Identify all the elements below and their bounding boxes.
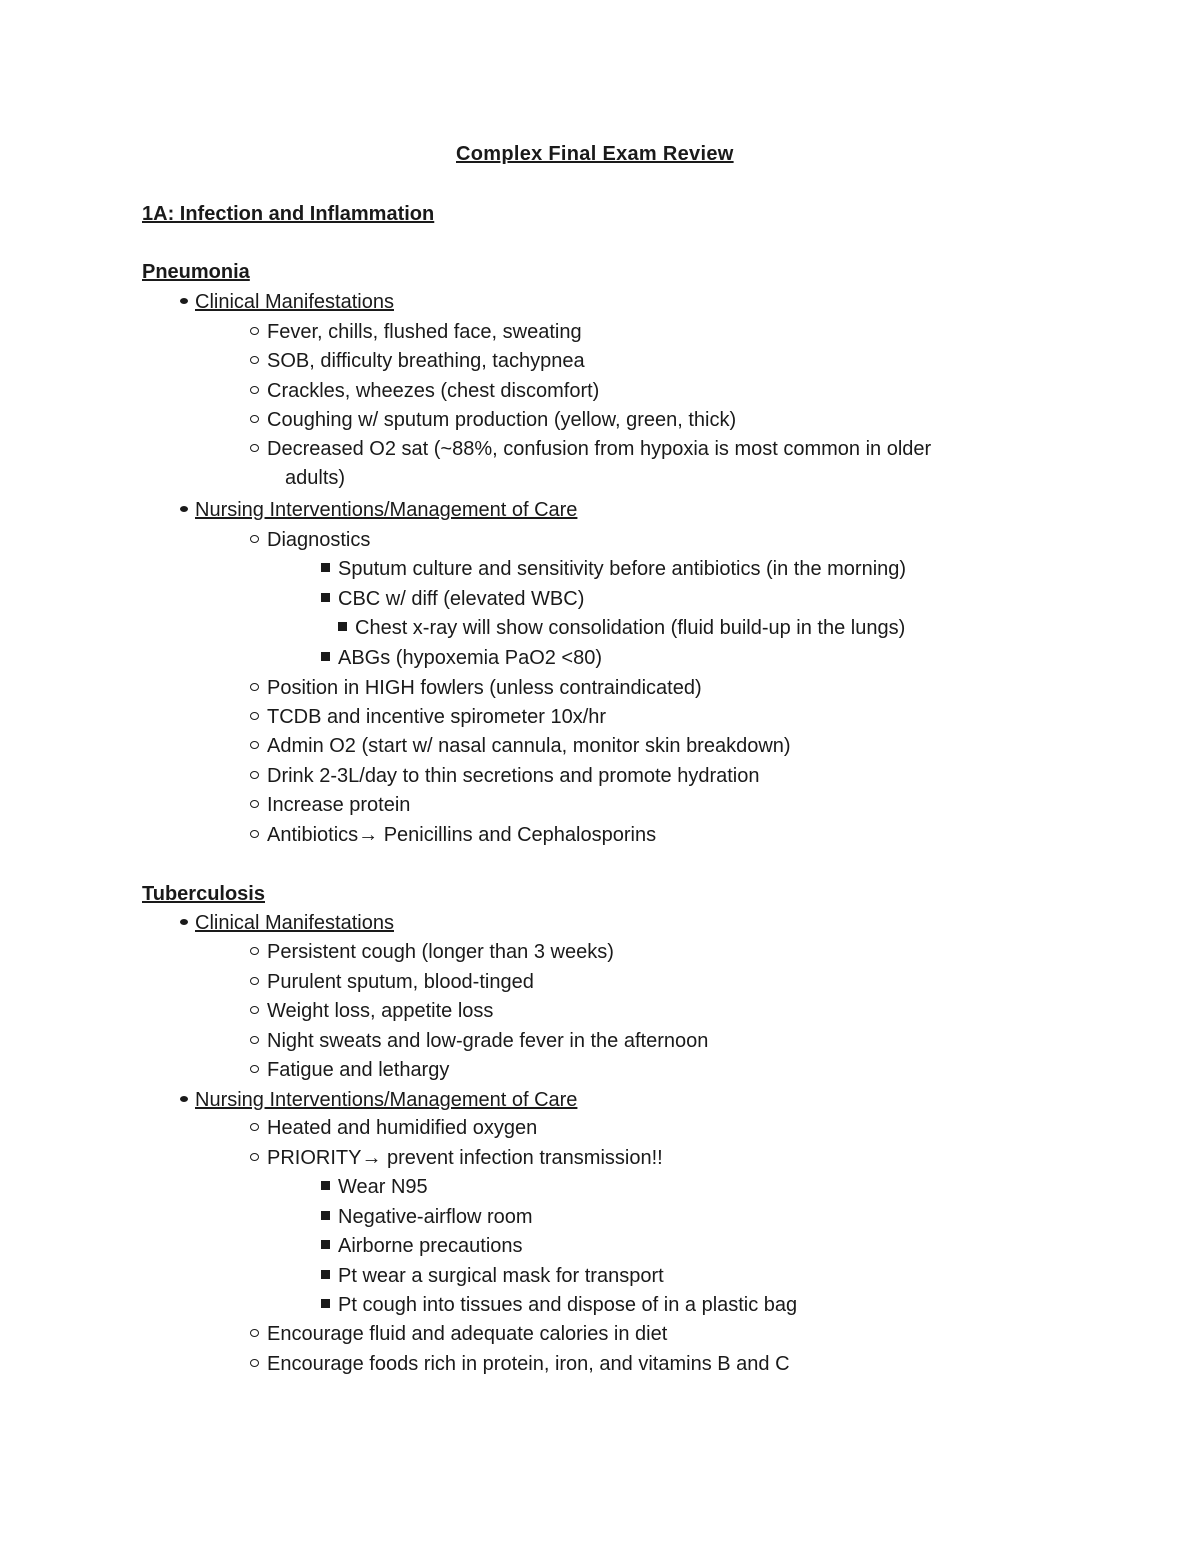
bullet-circle-icon — [250, 1359, 259, 1367]
bullet-circle-icon — [250, 977, 259, 985]
bullet-square-icon — [338, 622, 347, 631]
item-text: Admin O2 (start w/ nasal cannula, monitor skin breakdown) — [267, 735, 791, 757]
bullet-circle-icon — [250, 1036, 259, 1044]
bullet-circle-icon — [250, 947, 259, 955]
list-item-level2 — [250, 528, 370, 552]
list-item-level2 — [250, 1146, 663, 1170]
list-item-level3 — [321, 1175, 428, 1199]
bullet-square-icon — [321, 1270, 330, 1279]
list-item-level2 — [250, 1058, 449, 1082]
bullet-circle-icon — [250, 1329, 259, 1337]
list-item-level2 — [250, 1352, 790, 1376]
list-item-level1 — [180, 1088, 577, 1112]
bullet-disc-icon — [180, 506, 188, 512]
item-text: CBC w/ diff (elevated WBC) — [338, 588, 585, 610]
bullet-circle-icon — [250, 712, 259, 720]
bullet-circle-icon — [250, 800, 259, 808]
item-text: Encourage foods rich in protein, iron, and vitamins B and C — [267, 1353, 790, 1375]
bullet-circle-icon — [250, 830, 259, 838]
item-label: Clinical Manifestations — [195, 291, 394, 313]
list-item-level2 — [250, 349, 585, 373]
item-text: Fever, chills, flushed face, sweating — [267, 321, 582, 343]
bullet-circle-icon — [250, 771, 259, 779]
item-text: Chest x-ray will show consolidation (fluid build-up in the lungs) — [355, 617, 906, 639]
list-item-level2 — [250, 970, 534, 994]
bullet-square-icon — [321, 1181, 330, 1190]
bullet-circle-icon — [250, 327, 259, 335]
bullet-circle-icon — [250, 1006, 259, 1014]
item-text: Decreased O2 sat (~88%, confusion from hypoxia is most common in older — [267, 438, 932, 460]
bullet-circle-icon — [250, 683, 259, 691]
item-text: Coughing w/ sputum production (yellow, green, thick) — [267, 409, 737, 431]
bullet-square-icon — [321, 1240, 330, 1249]
list-item-level1 — [180, 911, 394, 935]
list-item-level2 — [250, 764, 760, 788]
item-text: Pt wear a surgical mask for transport — [338, 1265, 664, 1287]
document-title: Complex Final Exam Review — [456, 143, 734, 165]
item-text: Sputum culture and sensitivity before antibiotics (in the morning) — [338, 558, 907, 580]
item-text: PRIORITY→ prevent infection transmission!! — [267, 1147, 663, 1169]
item-text: Night sweats and low-grade fever in the afternoon — [267, 1030, 709, 1052]
topic-heading-pneumonia: Pneumonia — [142, 261, 250, 283]
list-item-level3 — [321, 1264, 664, 1288]
item-text: SOB, difficulty breathing, tachypnea — [267, 350, 585, 372]
list-item-level2 — [250, 705, 606, 729]
list-item-level2 — [250, 408, 736, 432]
list-item-level2 — [250, 823, 656, 847]
item-text: Drink 2-3L/day to thin secretions and promote hydration — [267, 765, 760, 787]
bullet-square-icon — [321, 1299, 330, 1308]
item-label: Nursing Interventions/Management of Care — [195, 1089, 578, 1111]
bullet-square-icon — [321, 1211, 330, 1220]
list-item-level3 — [321, 646, 602, 670]
section-heading: 1A: Infection and Inflammation — [142, 203, 435, 225]
item-label: Clinical Manifestations — [195, 912, 394, 934]
bullet-circle-icon — [250, 415, 259, 423]
item-text: Encourage fluid and adequate calories in diet — [267, 1323, 668, 1345]
list-item-level2 — [250, 999, 493, 1023]
item-text: Diagnostics — [267, 529, 371, 551]
item-text: Persistent cough (longer than 3 weeks) — [267, 941, 614, 963]
bullet-circle-icon — [250, 741, 259, 749]
list-item-level2 — [250, 734, 791, 758]
list-item-level2 — [250, 437, 931, 461]
item-text: Fatigue and lethargy — [267, 1059, 450, 1081]
bullet-square-icon — [321, 593, 330, 602]
bullet-disc-icon — [180, 919, 188, 925]
bullet-square-icon — [321, 652, 330, 661]
item-text: Position in HIGH fowlers (unless contraindicated) — [267, 677, 702, 699]
item-text: Crackles, wheezes (chest discomfort) — [267, 380, 600, 402]
item-text: ABGs (hypoxemia PaO2 <80) — [338, 647, 603, 669]
bullet-circle-icon — [250, 444, 259, 452]
bullet-circle-icon — [250, 1153, 259, 1161]
item-text: Wear N95 — [338, 1176, 428, 1198]
list-item-level4 — [338, 616, 905, 640]
bullet-square-icon — [321, 563, 330, 572]
topic-heading-tuberculosis: Tuberculosis — [142, 883, 265, 905]
list-item-level3 — [321, 1234, 523, 1258]
list-item-level2 — [250, 379, 599, 403]
list-item-level1 — [180, 290, 394, 314]
list-item-level3 — [321, 1293, 797, 1317]
bullet-circle-icon — [250, 356, 259, 364]
list-item-level3 — [321, 557, 906, 581]
bullet-disc-icon — [180, 1096, 188, 1102]
item-text: TCDB and incentive spirometer 10x/hr — [267, 706, 607, 728]
list-item-level2 — [250, 940, 614, 964]
list-item-level2 — [250, 1116, 537, 1140]
bullet-circle-icon — [250, 1065, 259, 1073]
bullet-circle-icon — [250, 1123, 259, 1131]
item-text: Negative-airflow room — [338, 1206, 533, 1228]
bullet-circle-icon — [250, 535, 259, 543]
list-item-level2 — [250, 1029, 708, 1053]
list-item-level3 — [321, 1205, 533, 1229]
item-label: Nursing Interventions/Management of Care — [195, 499, 578, 521]
list-item-level2 — [250, 793, 410, 817]
list-item-continuation: adults) — [285, 467, 346, 489]
item-text: Purulent sputum, blood-tinged — [267, 971, 534, 993]
bullet-circle-icon — [250, 386, 259, 394]
item-text: Weight loss, appetite loss — [267, 1000, 494, 1022]
list-item-level2 — [250, 1322, 667, 1346]
list-item-level1 — [180, 498, 577, 522]
item-text: Airborne precautions — [338, 1235, 523, 1257]
item-text: Antibiotics→ Penicillins and Cephalosporins — [267, 824, 657, 846]
item-text: Increase protein — [267, 794, 411, 816]
list-item-level2 — [250, 320, 582, 344]
list-item-level3 — [321, 587, 584, 611]
list-item-level2 — [250, 676, 702, 700]
item-text: Pt cough into tissues and dispose of in a plastic bag — [338, 1294, 798, 1316]
item-text: Heated and humidified oxygen — [267, 1117, 538, 1139]
bullet-disc-icon — [180, 298, 188, 304]
